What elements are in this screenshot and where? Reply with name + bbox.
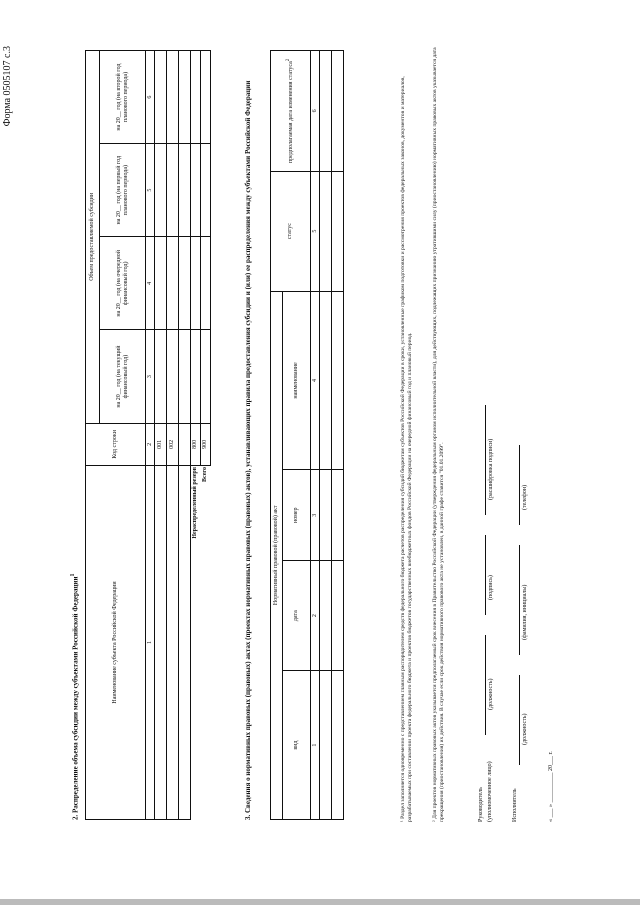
colnum-2: 2 [146, 423, 155, 465]
executor-label: Исполнитель [512, 788, 518, 822]
fio-caption: (фамилия, инициалы) [522, 584, 528, 640]
reserve-label: Нераспределенный резерв [192, 467, 199, 539]
col-act-header: Нормативный правовой (правовой) акт [271, 291, 283, 819]
decode-caption: (расшифровка подписи) [488, 438, 494, 500]
col-year2-header: на 20__ год (на очередной финансовый год) [100, 237, 146, 330]
row-code: 001 [155, 423, 167, 465]
col-year3-header: на 20__ год (на первый год планового периода) [100, 144, 146, 237]
col-year4-header: на 20__ год (на второй год планового периода) [100, 51, 146, 144]
colnum-5: 5 [146, 144, 155, 237]
reserve-code: 800 [191, 423, 201, 465]
colnum-6: 6 [311, 51, 320, 172]
scan-edge [0, 899, 640, 905]
colnum-6: 6 [146, 51, 155, 144]
colnum-4: 4 [146, 237, 155, 330]
colnum-4: 4 [311, 291, 320, 470]
table-row [167, 466, 179, 820]
colnum-1: 1 [311, 671, 320, 820]
position-caption: (должность) [488, 678, 494, 710]
head-label: Руководитель [478, 787, 484, 822]
total-label: Всего [202, 467, 209, 482]
table-row [332, 671, 344, 820]
colnum-2: 2 [311, 561, 320, 671]
phone-caption: (телефон) [522, 484, 528, 510]
row-code: 002 [167, 423, 179, 465]
table-row [320, 671, 332, 820]
col-planned-date-header: предполагаемая дата изменения статуса$^2$ [271, 51, 311, 172]
form-code: Форма 0505107 с.3 [2, 46, 13, 127]
signature-caption: (подпись) [488, 575, 494, 600]
table-row [155, 466, 167, 820]
normative-acts-table [270, 50, 344, 820]
colnum-5: 5 [311, 171, 320, 291]
head-sub: (уполномоченное лицо) [487, 761, 493, 822]
date-line: « ___ » __________ 20___ г. [548, 751, 554, 822]
col-year1-header: на 20__ год (на текущий финансовый год) [100, 330, 146, 423]
subsidy-distribution-table [85, 50, 211, 820]
colnum-3: 3 [146, 330, 155, 423]
executor-position-caption: (должность) [522, 713, 528, 745]
col-type-header: вид [283, 671, 311, 820]
col-date-header: дата [283, 561, 311, 671]
total-code: 900 [201, 423, 211, 465]
section2-title: 2. Распределение объема субсидии между субъектами Российской Федерации$^1$ [70, 573, 80, 820]
col-volume-header: Объем предоставляемой субсидии [86, 51, 100, 424]
footnote-1: ¹ Раздел заполняется одновременно с представлением главным распорядителем средств федерального бюджета расчетов распределения субсидий бюджетам субъектов Российской Федерации в сроки, установленные графиком подготовки и рассмотрения проектов федеральных законов, документов и материалов, разрабатываемых при составлении проекта федерального бюджета и проектов бюджетов государственных внебюджетных фондов Российской Федерации на очередной финансовый год и плановый период. [400, 76, 413, 822]
colnum-3: 3 [311, 470, 320, 561]
section3-title: 3. Сведения о нормативных правовых (правовых) актах (проектах нормативных правовых (правовых) актов), устанавливающих правила предоставления субсидии и (или) ее распределения между субъектами Российской Федерации [244, 80, 252, 820]
col-number-header: номер [283, 470, 311, 561]
col-name-header: наименование [283, 291, 311, 470]
colnum-1: 1 [146, 466, 155, 820]
col-status-header: статус [271, 171, 311, 291]
col-code-header: Код строки [86, 423, 146, 465]
col-subject-header: Наименование субъекта Российской Федерации [86, 466, 146, 820]
footnote-2: ² Для проектов нормативных правовых актов указывается предполагаемый срок внесения в Правительство Российской Федерации (утверждения федеральным органом исполнительной власти), для действующих, подлежащих признанию утратившими силу (приостановлению) нормативных правовых актов указывается дата прекращения (приостановления) их действия. В случае если срок действия нормативного правового акта не установлен, в данной графе ставится "01.01.2099". [432, 47, 445, 822]
